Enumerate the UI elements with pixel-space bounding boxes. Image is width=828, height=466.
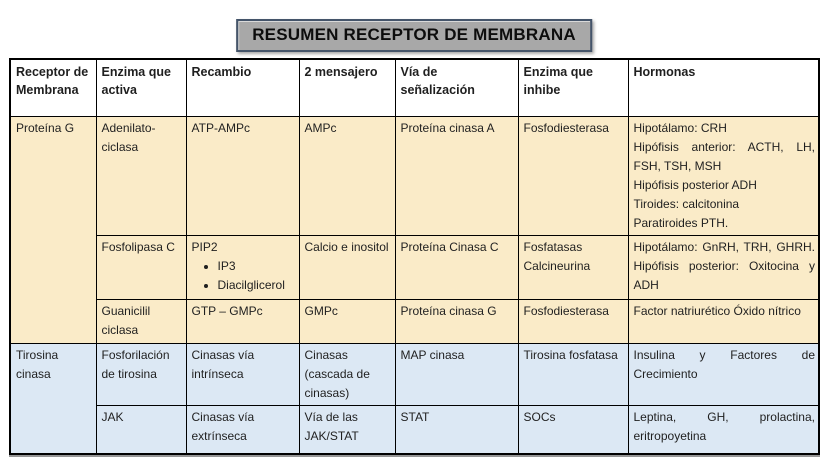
cell-hormonas <box>628 299 819 343</box>
table-row <box>10 343 819 405</box>
page-title: RESUMEN RECEPTOR DE MEMBRANA <box>236 19 592 52</box>
table-header-row <box>10 59 819 116</box>
header-cell-hormonas: Hormonas <box>628 59 819 116</box>
recambio-text: PIP2 <box>191 239 218 254</box>
header-cell-recambio: Recambio <box>186 59 299 116</box>
header-cell-via-senalizacion: Vía de señalización <box>395 59 518 116</box>
recambio-bullet-list <box>192 257 296 295</box>
cell-2-mensajero: GMPc <box>299 299 395 343</box>
table-row <box>10 116 819 235</box>
cell-recambio: Cinasas vía extrínseca <box>186 405 299 454</box>
cell-hormonas <box>628 343 819 405</box>
header-cell-receptor: Receptor de Membrana <box>10 59 96 116</box>
cell-2-mensajero: Cinasas (cascada de cinasas) <box>299 343 395 405</box>
table-row <box>10 405 819 454</box>
cell-enzima-inhibe: Fosfodiesterasa <box>518 116 628 235</box>
cell-enzima-activa: Fosforilación de tirosina <box>96 343 186 405</box>
cell-enzima-activa: Adenilato-ciclasa <box>96 116 186 235</box>
table-row <box>10 235 819 299</box>
cell-hormonas <box>628 405 819 454</box>
hormonas-line: Factor natriurético Óxido nítrico <box>633 303 801 318</box>
cell-enzima-inhibe: Fosfatasas Calcineurina <box>518 235 628 299</box>
hormonas-line: Insulina y Factores de Crecimiento <box>633 347 815 381</box>
cell-receptor-proteina-g: Proteína G <box>10 116 96 343</box>
hormonas-line: Leptina, GH, prolactina, eritropoyetina <box>633 409 815 443</box>
header-cell-2-mensajero: 2 mensajero <box>299 59 395 116</box>
hormonas-line: Hipófisis anterior: ACTH, LH, FSH, TSH, MSH <box>633 139 815 173</box>
cell-via-senalizacion: STAT <box>395 405 518 454</box>
cell-via-senalizacion: Proteína cinasa A <box>395 116 518 235</box>
cell-2-mensajero: AMPc <box>299 116 395 235</box>
cell-receptor-tirosina-cinasa: Tirosina cinasa <box>10 343 96 454</box>
cell-2-mensajero: Calcio e inositol <box>299 235 395 299</box>
bullet-item: • IP3 <box>218 257 296 276</box>
bullet-item: • Diacilglicerol <box>218 276 296 295</box>
cell-enzima-activa: Guanicilil ciclasa <box>96 299 186 343</box>
hormonas-line: Tiroides: calcitonina <box>633 196 740 211</box>
header-cell-enzima-inhibe: Enzima que inhibe <box>518 59 628 116</box>
cell-recambio <box>186 235 299 299</box>
hormonas-line: Hipófisis posterior ADH <box>633 177 757 192</box>
cell-enzima-inhibe: Tirosina fosfatasa <box>518 343 628 405</box>
cell-enzima-inhibe: Fosfodiesterasa <box>518 299 628 343</box>
cell-hormonas <box>628 116 819 235</box>
cell-enzima-inhibe: SOCs <box>518 405 628 454</box>
cell-via-senalizacion: Proteína cinasa G <box>395 299 518 343</box>
cell-via-senalizacion: Proteína Cinasa C <box>395 235 518 299</box>
cell-hormonas <box>628 235 819 299</box>
cell-recambio: Cinasas vía intrínseca <box>186 343 299 405</box>
hormonas-line: Hipotálamo: CRH <box>633 120 727 135</box>
cell-enzima-activa: JAK <box>96 405 186 454</box>
cell-2-mensajero: Vía de las JAK/STAT <box>299 405 395 454</box>
table-row <box>10 299 819 343</box>
cell-recambio: ATP-AMPc <box>186 116 299 235</box>
cell-via-senalizacion: MAP cinasa <box>395 343 518 405</box>
hormonas-line: Hipotálamo: GnRH, TRH, GHRH. Hipófisis posterior: Oxitocina y ADH <box>633 239 815 292</box>
header-cell-enzima-activa: Enzima que activa <box>96 59 186 116</box>
cell-recambio: GTP – GMPc <box>186 299 299 343</box>
membrane-receptor-table <box>9 58 820 455</box>
cell-enzima-activa: Fosfolipasa C <box>96 235 186 299</box>
hormonas-line: Paratiroides PTH. <box>633 215 729 230</box>
